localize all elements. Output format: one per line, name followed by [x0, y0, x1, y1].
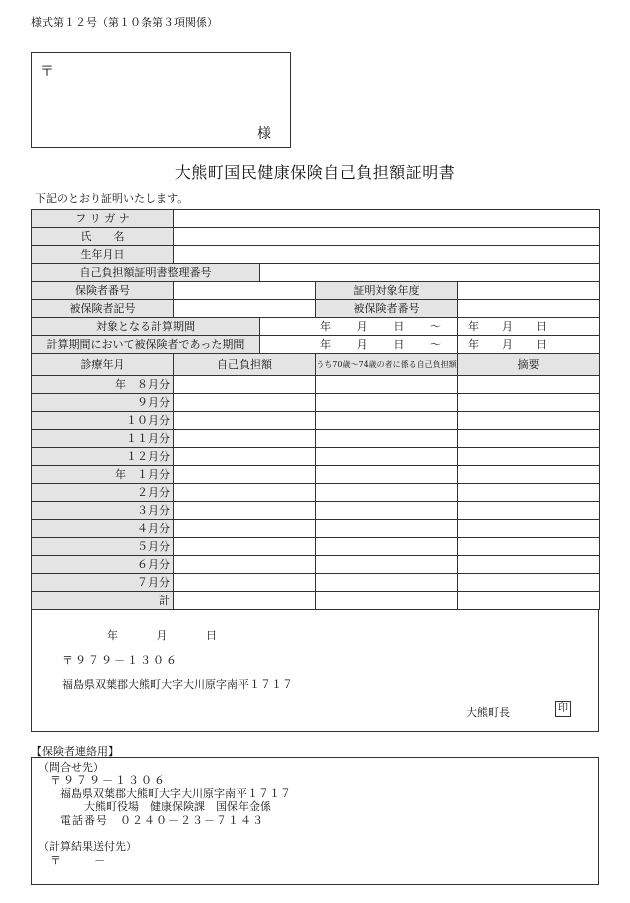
month-summary — [458, 412, 600, 430]
intro-text: 下記のとおり証明いたします。 — [35, 192, 189, 205]
month-amount-7074 — [316, 412, 458, 430]
month-summary — [458, 466, 600, 484]
month-summary — [458, 520, 600, 538]
calc-period-start: 年 月 日 ～ — [260, 318, 458, 336]
month-label: ９月分 — [32, 394, 174, 412]
cert-number-label: 自己負担額証明書整理番号 — [32, 264, 260, 282]
month-summary — [458, 574, 600, 592]
month-label: １１月分 — [32, 430, 174, 448]
table-row — [32, 484, 600, 502]
contact-address: 福島県双葉郡大熊町大字大川原字南平１７１７ — [60, 787, 291, 800]
month-amount — [174, 394, 316, 412]
month-amount — [174, 376, 316, 394]
calc-period-end: 年 月 日 — [458, 318, 600, 336]
table-row — [32, 394, 600, 412]
name-label: 氏 名 — [32, 228, 174, 246]
insurer-number-label: 保険者番号 — [32, 282, 174, 300]
month-label: ４月分 — [32, 520, 174, 538]
month-amount — [174, 574, 316, 592]
month-amount — [174, 502, 316, 520]
total-amount — [174, 592, 316, 610]
table-row — [32, 412, 600, 430]
month-label: ６月分 — [32, 556, 174, 574]
month-amount — [174, 430, 316, 448]
send-to-zip: 〒 － — [50, 854, 105, 867]
recipient-address-box — [31, 52, 291, 148]
form-number: 様式第１２号（第１０条第３項関係） — [31, 16, 218, 29]
month-amount-7074 — [316, 520, 458, 538]
birthdate-field — [174, 246, 600, 264]
furigana-field — [174, 210, 600, 228]
contact-dept: 大熊町役場 健康保険課 国保年金係 — [84, 800, 271, 813]
month-summary — [458, 556, 600, 574]
contact-box — [31, 757, 599, 885]
insured-symbol-field — [174, 300, 316, 318]
col-amount-7074-header: うち70歳～74歳の者に係る自己負担額 — [316, 354, 458, 376]
document-title: 大熊町国民健康保険自己負担額証明書 — [174, 163, 456, 182]
issue-date-year: 年 — [107, 629, 118, 642]
month-amount-7074 — [316, 448, 458, 466]
month-summary — [458, 502, 600, 520]
month-amount-7074 — [316, 430, 458, 448]
month-amount — [174, 484, 316, 502]
month-label: ７月分 — [32, 574, 174, 592]
table-row — [32, 502, 600, 520]
issuer-mayor: 大熊町長 — [466, 706, 510, 719]
month-summary — [458, 484, 600, 502]
issue-date-day: 日 — [206, 629, 217, 642]
certificate-table — [31, 209, 600, 610]
issue-date-month: 月 — [156, 629, 168, 642]
contact-header: 【保険者連絡用】 — [31, 745, 119, 758]
month-amount — [174, 412, 316, 430]
target-year-label: 証明対象年度 — [316, 282, 458, 300]
month-summary — [458, 430, 600, 448]
month-amount-7074 — [316, 538, 458, 556]
total-label: 計 — [32, 592, 174, 610]
col-summary-header: 摘要 — [458, 354, 600, 376]
issuer-address: 福島県双葉郡大熊町大字大川原字南平１７１７ — [62, 678, 293, 691]
month-amount — [174, 538, 316, 556]
month-amount-7074 — [316, 502, 458, 520]
month-amount-7074 — [316, 376, 458, 394]
postal-mark: 〒 — [40, 64, 54, 80]
month-label: １０月分 — [32, 412, 174, 430]
insured-period-start: 年 月 日 ～ — [260, 336, 458, 354]
month-amount — [174, 520, 316, 538]
name-field — [174, 228, 600, 246]
month-rows — [32, 376, 600, 592]
month-label: ２月分 — [32, 484, 174, 502]
month-amount-7074 — [316, 466, 458, 484]
seal-mark: 印 — [555, 701, 571, 717]
cert-number-field — [260, 264, 600, 282]
furigana-label: フ リ ガ ナ — [32, 210, 174, 228]
birthdate-label: 生年月日 — [32, 246, 174, 264]
send-to-label: （計算結果送付先） — [38, 840, 137, 853]
insurer-number-field — [174, 282, 316, 300]
issuer-zip: 〒９７９－１３０６ — [62, 654, 179, 667]
month-amount — [174, 448, 316, 466]
total-summary — [458, 592, 600, 610]
month-label: 年 ８月分 — [32, 376, 174, 394]
contact-phone: 電話番号 ０２４０－２３－７１４３ — [60, 814, 264, 827]
month-label: １２月分 — [32, 448, 174, 466]
month-amount-7074 — [316, 394, 458, 412]
calc-period-label: 対象となる計算期間 — [32, 318, 260, 336]
col-month-header: 診療年月 — [32, 354, 174, 376]
insured-symbol-label: 被保険者記号 — [32, 300, 174, 318]
total-amount-7074 — [316, 592, 458, 610]
table-row — [32, 448, 600, 466]
month-amount — [174, 556, 316, 574]
inquiry-label: （問合せ先） — [38, 761, 104, 774]
month-amount-7074 — [316, 556, 458, 574]
month-summary — [458, 448, 600, 466]
month-amount — [174, 466, 316, 484]
table-row — [32, 556, 600, 574]
insured-number-field — [458, 300, 600, 318]
target-year-field — [458, 282, 600, 300]
table-row — [32, 430, 600, 448]
month-summary — [458, 376, 600, 394]
honorific-label: 様 — [257, 126, 271, 142]
col-amount-header: 自己負担額 — [174, 354, 316, 376]
issue-date — [107, 627, 217, 643]
issuer-signature-box — [31, 609, 599, 732]
insured-period-end: 年 月 日 — [458, 336, 600, 354]
table-row — [32, 376, 600, 394]
insured-number-label: 被保険者番号 — [316, 300, 458, 318]
month-label: ３月分 — [32, 502, 174, 520]
contact-zip: 〒９７９－１３０６ — [50, 774, 167, 787]
table-row — [32, 574, 600, 592]
month-label: 年 １月分 — [32, 466, 174, 484]
table-row — [32, 538, 600, 556]
month-summary — [458, 538, 600, 556]
month-summary — [458, 394, 600, 412]
month-amount-7074 — [316, 574, 458, 592]
month-amount-7074 — [316, 484, 458, 502]
table-row — [32, 520, 600, 538]
table-row — [32, 466, 600, 484]
month-label: ５月分 — [32, 538, 174, 556]
insured-period-label: 計算期間において被保険者であった期間 — [32, 336, 260, 354]
